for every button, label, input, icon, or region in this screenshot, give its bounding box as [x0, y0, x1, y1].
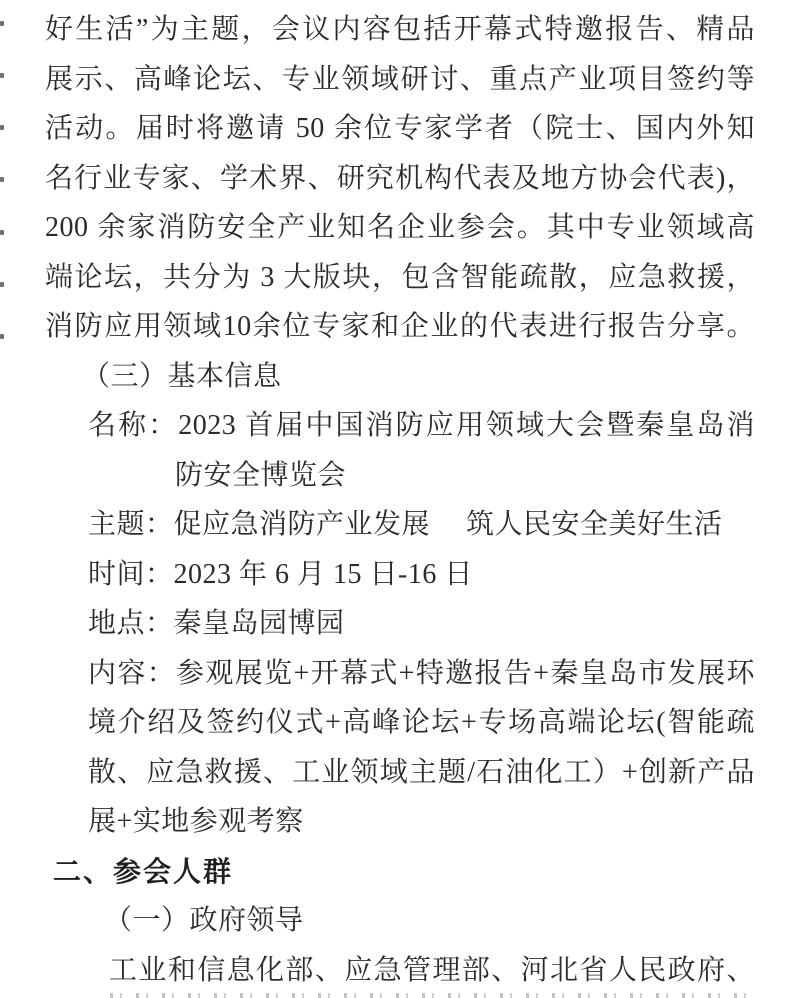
- body-line: 好生活”为主题，会议内容包括开幕式特邀报告、精品: [45, 14, 755, 45]
- scan-speck: [0, 177, 4, 182]
- field-line-name: 名称：2023 首届中国消防应用领域大会暨秦皇岛消: [88, 410, 755, 441]
- field-line-content-wrap: 散、应急救援、工业领域主题/石油化工）+创新产品: [88, 756, 755, 788]
- field-line-name-wrap: 防安全博览会: [175, 459, 347, 491]
- body-line: 展示、高峰论坛、专业领域研讨、重点产业项目签约等: [45, 63, 755, 95]
- body-line: 200 余家消防安全产业知名企业参会。其中专业领域高: [45, 212, 755, 243]
- body-line: 名行业专家、学术界、研究机构代表及地方协会代表)，: [45, 162, 755, 194]
- field-line-time: 时间：2023 年 6 月 15 日-16 日: [88, 558, 473, 590]
- heading-line: 二、参会人群: [53, 855, 234, 887]
- clipped-next-line-artifact: [110, 993, 760, 998]
- scan-speck: [0, 73, 4, 78]
- field-line-place: 地点：秦皇岛园博园: [88, 608, 345, 639]
- scan-speck: [0, 334, 4, 339]
- field-line-theme: 主题：促应急消防产业发展 筑人民安全美好生活: [88, 509, 723, 540]
- field-line-content: 内容：参观展览+开幕式+特邀报告+秦皇岛市发展环: [88, 657, 755, 689]
- section-label-line: （一）政府领导: [104, 905, 304, 936]
- scan-speck: [0, 125, 4, 130]
- body-line: 端论坛，共分为 3 大版块，包含智能疏散，应急救援，: [45, 261, 755, 293]
- body-line: 消防应用领域10余位专家和企业的代表进行报告分享。: [45, 311, 755, 342]
- field-line-content-wrap: 展+实地参观考察: [88, 806, 304, 837]
- scan-speck: [0, 282, 4, 287]
- section-label-line: （三）基本信息: [82, 360, 282, 392]
- body-line: 活动。届时将邀请 50 余位专家学者（院士、国内外知: [45, 113, 755, 144]
- field-line-content-wrap: 境介绍及签约仪式+高峰论坛+专场高端论坛(智能疏: [88, 707, 755, 738]
- scan-speck: [0, 230, 4, 235]
- body-line: 工业和信息化部、应急管理部、河北省人民政府、: [109, 954, 755, 986]
- scan-speck: [0, 21, 4, 26]
